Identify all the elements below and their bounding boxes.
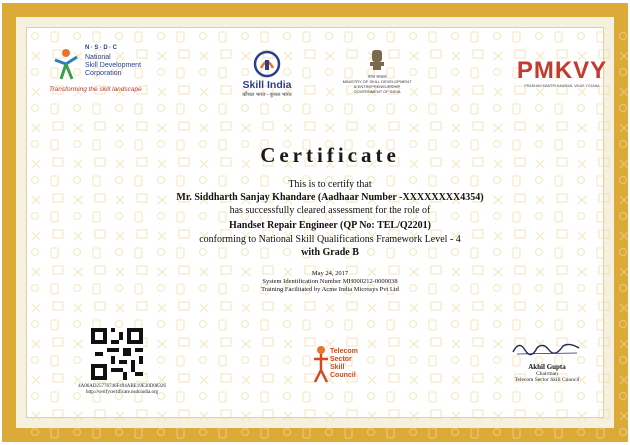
signatory-org: Telecom Sector Skill Council	[514, 377, 580, 383]
certificate-title: Certificate	[260, 143, 400, 167]
nsdc-tagline: Transforming the skill landscape	[49, 86, 142, 93]
system-id: System Identification Number MH000212-0000038	[262, 278, 398, 285]
framework-line: conforming to National Skill Qualifications Framework Level - 4	[199, 234, 461, 245]
tssc-line: Sector	[330, 356, 352, 363]
skill-india-title: Skill India	[242, 79, 292, 91]
nsdc-figure-icon	[51, 46, 81, 82]
ministry-line: & ENTREPRENEURSHIP	[353, 84, 401, 89]
nsdc-name-line: Corporation	[85, 70, 122, 77]
tssc-line: Skill	[330, 364, 345, 371]
tssc-line: Council	[330, 372, 356, 379]
skill-india-logo	[222, 50, 312, 104]
assessment-line: has successfully cleared assessment for the role of	[229, 205, 431, 216]
issue-date: May 24, 2017	[311, 270, 349, 277]
certificate-body	[26, 27, 608, 418]
tssc-line: Telecom	[330, 348, 358, 355]
job-role: Handset Repair Engineer (QP No: TEL/Q2201)	[229, 220, 431, 231]
verify-url[interactable]: http://verifycertificate.nsdcindia.org	[85, 390, 159, 395]
ministry-logo	[327, 46, 427, 106]
tssc-logo	[310, 340, 370, 390]
ministry-line: GOVERNMENT OF INDIA	[353, 89, 401, 94]
certificate-frame	[2, 3, 628, 442]
training-partner: Training Facilitated by Acme India Microsys Pvt Ltd	[261, 286, 399, 293]
signature-icon	[507, 336, 587, 358]
certificate-code-text: 4A06AD25776746F494ABE19E30D08326	[78, 384, 166, 389]
nsdc-acronym: N·S·D·C	[85, 45, 119, 51]
nsdc-name-line: Skill Development	[85, 62, 142, 69]
ministry-line: MINISTRY OF SKILL DEVELOPMENT	[342, 79, 412, 84]
signatory-title: Chairman	[536, 371, 558, 377]
grade-line: with Grade B	[301, 247, 359, 258]
signatory-name: Akhil Gupta	[528, 363, 566, 371]
pmkvy-logo	[507, 58, 617, 103]
skill-india-emblem-icon	[253, 50, 281, 78]
nsdc-name-line: National	[85, 54, 111, 61]
tssc-figure-icon	[312, 344, 330, 384]
signature-block	[492, 336, 602, 383]
nsdc-logo	[49, 42, 179, 102]
pmkvy-subtitle: PRADHAN MANTRI KAUSHAL VIKAS YOJANA	[524, 84, 600, 88]
skill-india-subtitle: कौशल भारत - कुशल भारत	[242, 92, 292, 98]
intro-line: This is to certify that	[288, 179, 372, 190]
tssc-name	[330, 348, 358, 380]
certificate-code	[72, 384, 172, 396]
qr-code-icon	[91, 328, 143, 380]
recipient-name: Mr. Siddharth Sanjay Khandare (Aadhaar Number -XXXXXXXX4354)	[176, 192, 484, 203]
ministry-line: भारत सरकार	[367, 74, 387, 79]
national-emblem-icon	[367, 46, 387, 72]
pmkvy-wordmark: PMKVY	[516, 57, 608, 84]
